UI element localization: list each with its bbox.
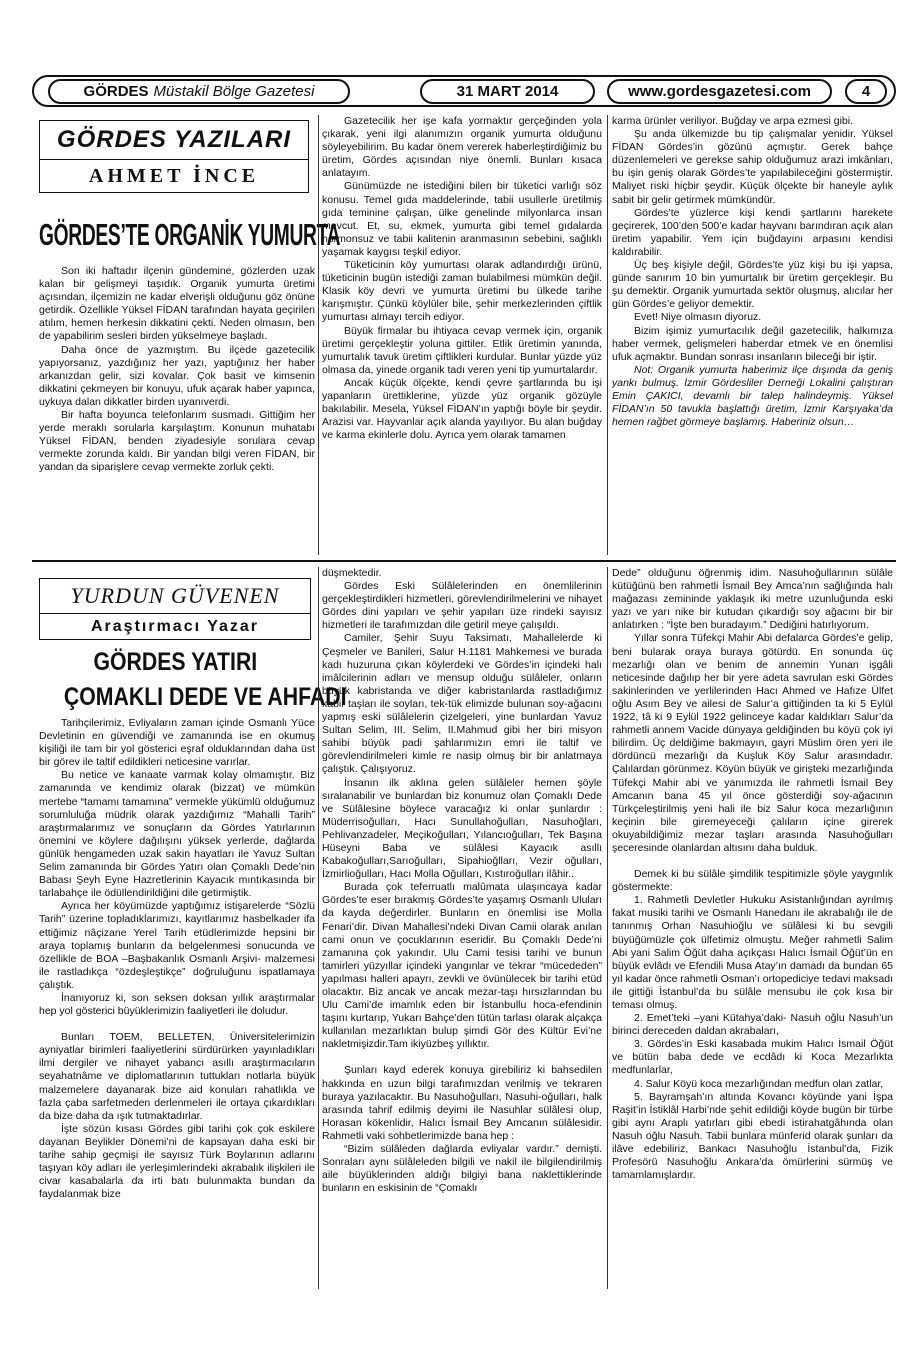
page-number: 4 [861,83,871,100]
paragraph: Tarihçilerimiz, Evliyaların zaman içinde Osmanlı Yüce Devletinin en güvendiği ve zamanında ise en okumuş kişiliği ile tam bir yol gösterici eşraf olduklarından daha üst bir görev ile taltif edildikleri neticesine varırlar. [39,717,315,769]
article2-column-2 [322,567,602,1289]
paper-name-pill [48,79,350,104]
column-divider [318,567,319,1289]
paragraph: karma ürünler veriliyor. Buğday ve arpa ezmesi gibi. [612,115,854,127]
paper-subtitle: Müstakil Bölge Gazetesi [153,83,315,100]
list-item: 3. Gördes’in Eski kasabada mukim Halıcı İsmail Öğüt ve bütün baba dede ve ecdâdı ki Koca Mezarlıkta medfunlarlar, [612,1038,893,1077]
paragraph: Gazetecilik her işe kafa yormaktır gerçeğinden yola çıkarak, yeni ilgi alanımızın organik yumurta olduğunu söyleyebilirim. Bu kadar önem vererek haberleştirdiğimiz bu üretim, Gördes açısından niye önemli. Bunları kısaca anlatayım. [322,115,602,180]
article2-column-1 [39,717,315,1289]
author-name: YURDUN GÜVENEN [70,583,280,608]
headline-text: ÇOMAKLI DEDE VE AHFADI [63,683,347,711]
paragraph: Şu anda ülkemizde bu tip çalışmalar yenidir. Yüksel FİDAN Gördes’in gözünü açmıştır. Gerek bahçe düzenlemeleri ve gerekse sahip olduğumuz arazi imkânları, bu işin geniş olarak Gördes’te yapılabileceğini göstermiştir. Maliyet riski hiçbir şeydir. Küçük ölçekte bir haneyle aylık sabit bir gelir getirmek mümkündür. [612,128,893,206]
paragraph: Ancak küçük ölçekte, kendi çevre şartlarında bu işi yapanların ürettiklerine, yüzde yüz organik gözüyle bakılabilir. Mesela, Yüksel FİDAN’ın yaptığı böyle bir şeydir. Arazisi var. Hayvanlar açık alanda yayılıyor. Bu alan buğday ve karma ekinlerle dolu. Ayrıca yem olarak tamamen [322,376,602,442]
paragraph: Günümüzde ne istediğini bilen bir tüketici varlığı söz konusu. Temel gıda maddelerinde, tabii usullerle üretilmiş gıda teminine çalışan, ülke genelinde milyonlarca insan mevcut. Et, su, ekmek, yumurta gibi temel gıdalarda hormonsuz ve tabii kalitenin aranmasının sebebini, sağlıklı yaşamak kaygısı teşkil ediyor. [322,180,602,258]
column-divider [318,115,319,555]
website-pill[interactable] [607,79,832,104]
paragraph: Bir hafta boyunca telefonlarım susmadı. Gittiğim her yerde meraklı sorularla karşılaştım. Konunun muhatabı Yüksel FİDAN, benden ziyadesiyle sorulara cevap vermekte zorunda kaldı. Bir yandan bilgi veren FİDAN, bir yandan da siparişlere cevap vermekte zorluk çekti. [39,409,315,474]
column-divider [607,567,608,1289]
website-link[interactable]: www.gordesgazetesi.com [628,83,811,100]
paragraph: Bunları TOEM, BELLETEN, Üniversitelerimizin ayniyatlar birimleri faaliyetlerini sürdürürken yayınladıkları ilmi dergiler ve nihayet yabancı asıllı araştırmacıların seyahatnâme ve diplomatlarının tuttukları notlarla büyük malzemelere dayanarak bize aid konuları rahatlıkla ve fazla çaba sarfetmeden derlenmeleri ile ortaya çıkardıkları da bize daha da ışık tutmaktadırlar. [39,1031,315,1122]
article-headline-line-2 [39,680,347,714]
paragraph: Tüketicinin köy yumurtası olarak adlandırdığı ürünü, tüketicinin bugün istediği zaman bulabilmesi mümkün değil. Klasik köy devri ve yumurta üretimi bu ülkede tarihe karışmıştır. Çünkü köylüler bile, şehir merkezlerinden çiftlik yumurtası almayı tercih ediyor. [322,259,602,324]
paragraph: “Bizim sülâleden dağlarda evliyalar vardır.” demişti. Sonraları aynı sülâleleden bilgili ve nakil ile bilgilendirilmiş aile büyüklerinden aldığı bilgiyi bana naklettiklerinde bunların en eskisinin de “Çomaklı [322,1143,602,1195]
column-name: GÖRDES YAZILARI [39,120,309,160]
paragraph: İşte sözün kısası Gördes gibi tarihi çok çok eskilere dayanan Beylikler Dönemi’ni de kapsayan daha eski bir tarihe sahip geçmişi ile sayısız Türk Boylarının adlarını taşıyan köy adları ile yerleşimlerindeki akrabalık ilişkileri ile civar kasabalarla da irti batı bulunmakta bundan da faydalanmak bize [39,1122,315,1201]
article1-column-3 [612,115,893,555]
paragraph: Camiler, Şehir Suyu Taksimatı, Mahallelerde ki Çeşmeler ve Banileri, Salur H.1181 Mahkemesi ve burada kadı huzuruna çıkan köylerdeki ve Gördes’in içindeki halı imâlcilerinin adları ve mensup olduğu sülâleler, onların büyük kabristanda ve diğer kabristanlarda rastladığımız kabir taşları ile soyları, tek-tük elimizde bulunan soy-ağacını yapmış eski sülâlelerin çizelgeleri, yine bunlardan Yavuz Sultan Selim, III. Selim, II.Mahmud gibi her biri misyon sahibi büyük padi şahlarımızın emri ile taltif ve görevlendirilmeleri kimle re nasip olmuş bir bir anlatmaya çalıştık. Çalışıyoruz. [322,632,602,776]
list-item: 2. Emet’teki –yani Kütahya’daki- Nasuh oğlu Nasuh’un birinci dereceden daldan akrabaları, [612,1012,893,1038]
article1-column-1 [39,265,315,555]
paragraph: Bu netice ve kanaate varmak kolay olmamıştır. Biz zamanında ve kendimiz olarak (bizzat) ve mümkün mertebe “tamamı tamamına” vermekle yükümlü olduğumuz sorumluluğa müdrik olarak yazdığımız “Mahalli Tarih” araştırmalarımız ve sonuçların da Gördes Yatırlarının önemini ve köylere dağılışını yüksek yerlerde, dağlarda günlük hengameden uzak sakin hayatları ile Yavuz Sultan Selim zamanında bir Gördes Yatırı olan Çomaklı Dede’nin Babası Şeyh Eyne Hazretlerinin Kayacık mıntıkasında bir tarlabahçe ile ödüllendirildiğini dile getirmiştik. [39,769,315,900]
column-divider [607,115,608,555]
paragraph: Bizim işimiz yumurtacılık değil gazetecilik, halkımıza haber vermek, gelişmeleri haberdar etmek ve en önemlisi ufuk açmaktır. Bundan sonrası insanların bileceği bir iştir. [612,324,893,363]
list-item: 1. Rahmetli Devletler Hukuku Asistanlığından ayrılmış fakat musiki tarihi ve Osmanlı Hanedanı ile akrabalığı ile de tanınmış Orhan Nasuhioğlu ve sülâlesi ki bu sevgili büyüğümüzle çok ülfetimiz olmuştu. Meğer rahmetli Salim Abi yani Salim Öğüt daha açıkçası Halıcı İsmail Öğüt’ün en büyük evlâdı ve Efendili Musa Atay’ın damadı da bundan 65 yıl kadar önce rahmetli Osman’ı ortopediciye tedavi maksadı ile gittiği İstanbul’da bu sülâle mensubu ile çok kısa bir teması olmuş. [612,894,893,1011]
issue-date: 31 MART 2014 [456,83,559,100]
page-number-pill [845,79,887,104]
paragraph: Burada çok teferruatlı malûmata ulaşıncaya kadar Gördes’te eser bırakmış Gördes’te yaşamış Osmanlı Uluları da kayda değerdirler. Bunların en önemlisi ise Molla Fenari’dir. Divan Mahallesi’ndeki Divan Camii olarak anılan cami onun ve çocuklarının eseridir. Bu Çomaklı Dede’ni zamanına çok yakındır. Ulu Cami tesisi tarihi ve bunun tamirleri yüzyıllar içindeki yangınlar ve tekrar “mücededen” yapılması halleri apayrı, zevkli ve övünülecek bir tarihi etüd olacaktır. Biz ancak ve ancak mezar-taşı hırsızlarından bu Ulu Cami’de imamlık eden bir İstanbullu hoca-efendinin taşını kurtarıp, Yukarı Bahçe’den tütün tarlası olarak alçakça kullanılan mezarlıktan bulup şimdi Gör des Kültür Evi’ne nakletmişizdir.Tam ikiyüzbeş yıllıktır. [322,881,602,1051]
paragraph: Gördes Eski Sülâlelerinden en önemlilerinin gerçekleştirdikleri hizmetleri, görevlendirilmelerini ve nihayet Gördes dini yapıları ve şehir yapıları üze rindeki sayısız hizmetleri ile tarafımızdan dile getiril meye çalışıldı. [322,580,602,632]
paragraph: Daha önce de yazmıştım. Bu ilçede gazetecilik yapıyorsanız, yazdığınız her yazı, yaptığınız her haber arkanızdan gelir, sizi kovalar. Çok basit ve kimsenin dikkatini çekmeyen bir konuyu, ufuk açarak haber yapınca, uykuya dalan dikkatler birden uyanıverdi. [39,343,315,408]
editor-note: Not: Organik yumurta haberimiz ilçe dışında da geniş yankı bulmuş. İzmir Gördesliler Derneği Lokalini çalıştıran Emin ÇAKICI, devamlı bir talep halindeymiş. Yüksel FİDAN’ın 50 tavukla başlattığı üretim, İzmir Karşıyaka’da hemen rağbet görmeye başlamış. Haberiniz olsun… [612,363,893,429]
list-item: 5. Bayramşah’ın altında Kovancı köyünde yani İşpa Raşit’in İstiklâl Harbi’nde şehit edildiği köyde bugün bir türbe gibi aynı Araplı yatırları gibi ebedi istirahatgâhında olan Nasuh oğlu Nasuh. Tabii bunlara münferid olarak şunları da ilâve edebiliriz, Bankacı Nasuhoğlu İstanbul’da, Fizik Profesörü Nasuhoğlu Ankara’da ömürlerini sürmüş ve tamamlamışlardır. [612,1090,893,1182]
author-name: AHMET İNCE [39,160,309,193]
paper-name: GÖRDES [83,83,149,100]
paragraph: Son iki haftadır ilçenin gündemine, gözlerden uzak kalan bir gelişmeyi taşıdık. Organik yumurta üretimi açısından, ilçemizin ne kadar elverişli olduğunu göz önüne getirdik. Özellikle Yüksel FİDAN tarafından hayata geçirilen atılım, hemen herkesin dikkatini çekti. Neden olmasın, ben de yapabilirim sesleri birden yükselmeye başladı. [39,265,315,343]
column-logo-yurdun-guvenen [39,578,311,640]
article2-column-3 [612,567,893,1289]
date-pill [420,79,595,104]
paragraph: Ayrıca her köyümüzde yaptığımız istişarelerde “Sözlü Tarih” üzerine topladıklarımızı, kayıtlarımız hasbelkader ifa ettiğimiz nâçizane Yerel Tarih etüdlerimizde hepsini bir araya toplamış bunların da belgelenmesi sonucunda ve özellikle de BOA –Başbakanlık Osmanlı Arşivi- malzemesi ile rastladıkça “özdeşleştikçe” doğruluğunu ispatlamaya çalıştık. [39,900,315,991]
list-item: 4. Salur Köyü koca mezarlığından medfun olan zatlar, [634,1077,884,1090]
paragraph: düşmektedir. [322,567,382,579]
headline-text: GÖRDES YATIRI [93,648,257,676]
paragraph: Yıllar sonra Tüfekçi Mahir Abi defalarca Gördes’e gelip, beni bularak oraya buraya götürdü. En sonunda üç mezarlığı olan ve benim de annemin Yunan işgâli neticesinde dağılıp her bir yere adeta savrulan eski Gördes sakinlerinden ve yerlilerinden Hacı Ahmed ve Hafıze Ülfet oğlu Asım Bey ve ailesi de Salur’a gittiğinden ta ki 5 Eylül 1922, tâ ki 9 Eylül 1922 gelinceye kadar kaldıkları Salur’da rahmetli annem Vacide dünyaya geldiğinden bu köyü çok iyi bilirdim. Üç deldiğime bakmayın, gayri Müslim ören yeri ile dördüncü mezarlığı da Kuşluk Köy Salur arasındadır. Çalılardan görünmez. Köyün büyük ve girişteki mezarlığında Tüfekçi Mahir abi ve yanımızda ile rahmetli İsmail Bey Amcanın bana 45 yıl önce gösterdiği soy-ağacının Türkçeleştirilmiş yeni hali ile biz Salur koca mezarlığının keçinin bile giremeyeceği çalıların içine girerek okuyabildiğimiz mezar taşları arasında Nasuhoğulları şeceresinde olanlardan altısını daha bulduk. [612,632,893,854]
article1-column-2 [322,115,602,555]
paragraph: Gördes’te yüzlerce kişi kendi şartlarını harekete geçirerek, 100’den 500’e kadar hayvanı barındıran açık alan üretim yapabilir. Yem için buğdayını arpasını kendisi kaldırabilir. [612,206,893,258]
paragraph: İnsanın ilk aklına gelen sülâleler hemen şöyle sıralanabilir ve bunlardan biz konumuz olan Çomaklı Dede ve Sülâlesine böylece varacağız ki onlar şunlardır : Müderrisoğulları, Hacı Sunullahoğulları, Nasuhoğları, Pehlivanzadeler, Meçikoğulları, Yılancıoğulları, Tek Başına Hüseyni Baba ve sülâlesi Kayacık asıllı Kabakoğulları,Sarıoğulları, Sipahioğlları, Vezir oğulları, İzmirlioğulları, Hacı Molla Oğulları, Kıstıroğulları ilâhir.. [322,776,602,881]
paragraph: İnanıyoruz ki, son seksen doksan yıllık araştırmalar hep yol gösterici büyüklerimizin faaliyetleri ile doludur. [39,991,315,1018]
section-divider [32,560,896,562]
paragraph: Büyük firmalar bu ihtiyaca cevap vermek için, organik üretimi gerçekleştir yoluna gittiler. Etlik üretimin yanında, yumurtalık tavuk üretim çiftlikleri kurdular. Bunlar yüzde yüz olmasa da, yinede organik tadı veren yeni tip yumurtalardır. [322,324,602,376]
article-headline-line-1 [39,645,311,679]
paragraph: Dede” olduğunu öğrenmiş idim. Nasuhoğullarının sülâle kütüğünü ben rahmetli İsmail Bey Amca’nın sağlığında halı mağazası zemininde yaklaşık iki metre uzunluğunda eski yazı ve yarı nike bir kutudan çıkardığı soy ağacını bir bir anlatırken : “İşte ben buradayım.” Dediğini hatırlıyorum. [612,567,893,632]
paragraph: Şunları kayd ederek konuya girebiliriz ki bahsedilen hakkında en uzun bilgi tarafımızdan verilmiş ve tekraren buraya yazılacaktır. Bu Nasuhoğulları, Nasuhi-oğulları, halk arasında tahrif edilmiş deyimi ile Nasuhlar sülâlesi olup, Horasan kökenlidir, Halıcı İsmail Bey Amcanın sülâlesidir. Rahmetli vaki sohbetlerimizde bana hep : [322,1064,602,1142]
column-logo-gordes-yazilari [39,120,309,200]
paragraph: Üç beş kişiyle değil, Gördes’te yüz kişi bu işi yapsa, günde sanırım 10 bin yumurtalık bir üretim gerçekleşir. Bu şu demektir. Organik yumurtada sektör oluşmuş, alıcılar her gün Gördes’e geliyor demektir. [612,259,893,311]
author-title: Araştırmacı Yazar [40,613,310,639]
paragraph: Demek ki bu sülâle şimdilik tespitimizle şöyle yaygınlık göstermekte: [612,868,893,894]
paragraph: Evet! Niye olmasın diyoruz. [634,311,762,324]
article-headline: GÖRDES’TE ORGANİK YUMURTA [39,217,341,252]
